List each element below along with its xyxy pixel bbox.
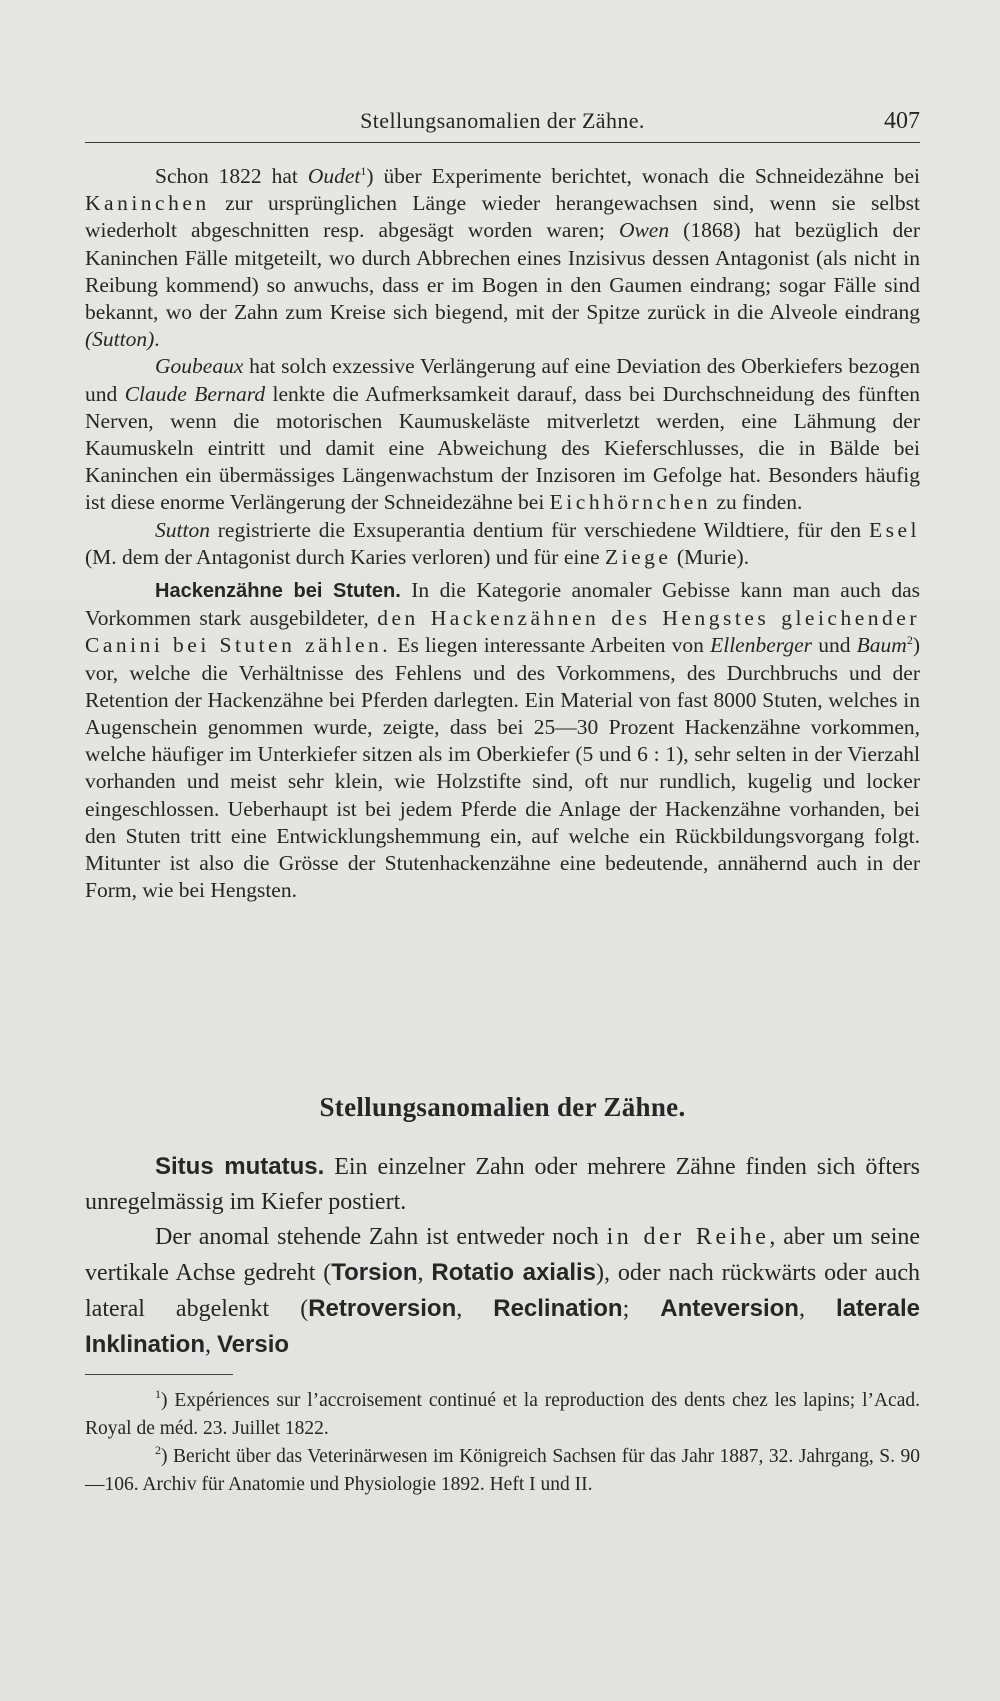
text-run: hat solch exzessive Verlängerung auf eine Deviation des Oberkiefers bezogen und (85, 354, 920, 406)
footnote-mark: 1 (155, 1387, 161, 1401)
spaced-term: Kaninchen (85, 191, 210, 216)
text-run: ; (622, 1296, 661, 1322)
spaced-term: Esel (868, 517, 920, 542)
spaced-term: den Hackenzähnen des Hengstes gleichender Canini bei Stuten zählen. (85, 606, 920, 658)
author-name: Sutton (155, 517, 210, 542)
footnote-ref: 2 (906, 633, 913, 648)
footnote-text: ) Bericht über das Veterinärwesen im Königreich Sachsen für das Jahr 1887, 32. Jahrgang, S. 90—106. Archiv für Anatomie und Physiologie 1892. Heft I und II. (85, 1446, 920, 1495)
author-name: Ellenberger (710, 633, 812, 658)
author-name: Baum (856, 633, 907, 658)
bold-term: Anteversion (660, 1295, 799, 1322)
bold-term: Rotatio axialis (431, 1259, 597, 1286)
footnote-ref: 1 (360, 164, 367, 178)
text-run: (1868) hat bezüglich der Kaninchen Fälle mitgeteilt, wo durch Abbrechen eines Inzisivus dessen Antagonist (als nicht in Reibung kommend) so anwuchs, dass er im Bogen in den Gaumen eindrang; sogar Fälle sind bekannt, wo der Zahn zum Kreise sich biegend, mit der Spitze zurück in die Alveole eindrang (85, 218, 920, 325)
bold-term: Retroversion (308, 1295, 457, 1322)
page-number: 407 (884, 108, 920, 134)
section-stellungsanomalien (85, 1090, 920, 1363)
text-run: Ein einzelner Zahn oder mehrere Zähne finden sich öfters unregelmässig im Kiefer postiert. (85, 1154, 920, 1215)
runin-heading: Hackenzähne bei Stuten. (155, 580, 401, 603)
spaced-term: Ziege (605, 544, 672, 569)
text-run: , aber um seine vertikale Achse gedreht ( (85, 1224, 921, 1286)
text-run: (M. dem der Antagonist durch Karies verloren) und für eine (85, 544, 606, 569)
text-run: zu finden. (711, 490, 803, 515)
page-header (85, 106, 920, 143)
bold-term: Reclination (493, 1295, 623, 1322)
text-run: , (456, 1296, 494, 1322)
paragraph-oudet (85, 163, 920, 353)
author-name: Oudet (307, 164, 361, 188)
text-run: , (798, 1296, 836, 1322)
paragraph-anomal-stehend (85, 1220, 920, 1363)
text-run: Schon 1822 hat (155, 164, 308, 188)
text-run: Der anomal stehende Zahn ist entweder noch (155, 1224, 607, 1250)
text-run: In die Kategorie anomaler Gebisse kann man auch das Vorkommen stark ausgebildeter, (85, 578, 920, 631)
runin-heading: Situs mutatus. (155, 1153, 325, 1180)
paragraph-goubeaux (85, 353, 920, 516)
spaced-term: Eichhörnchen (549, 490, 712, 515)
text-run: zur ursprünglichen Länge wieder herangewachsen sind, wenn sie selbst wiederholt abgeschnitten resp. abgesägt worden waren; (85, 191, 920, 243)
footnotes (85, 1387, 920, 1499)
footnote-1 (85, 1387, 920, 1443)
text-run: ), oder nach rückwärts oder auch lateral abgelenkt ( (85, 1260, 921, 1322)
bold-term: Versio (217, 1331, 290, 1358)
running-title: Stellungsanomalien der Zähne. (360, 108, 645, 133)
footnote-2 (85, 1443, 920, 1499)
main-text (85, 163, 920, 904)
text-run: ) über Experimente berichtet, wonach die Schneidezähne bei (366, 164, 920, 188)
author-name: Goubeaux (155, 354, 244, 379)
text-run: , (417, 1260, 432, 1286)
text-run: . (154, 327, 160, 352)
text-run: Es liegen interessante Arbeiten von (391, 633, 711, 658)
text-run: und (812, 633, 857, 658)
author-name: (Sutton) (85, 327, 155, 352)
footnote-mark: 2 (155, 1443, 161, 1457)
bold-term: laterale Inklination (85, 1295, 920, 1358)
paragraph-hackenzaehne (85, 577, 920, 904)
text-run: registrierte die Exsuperantia dentium für verschiedene Wildtiere, für den (209, 517, 869, 542)
text-run: (Murie). (671, 544, 750, 569)
footnote-text: ) Expériences sur l’accroisement continué et la reproduction des dents chez les lapins; l’Acad. Royal de méd. 23. Juillet 1822. (85, 1390, 920, 1439)
text-run: ) vor, welche die Verhältnisse des Fehlens und des Vorkommens, des Durchbruchs und der Retention der Hackenzähne bei Pferden darlegten. Ein Material von fast 8000 Stuten, welches in Augenschein genommen wurde, zeigte, dass bei 25—30 Prozent Hackenzähne vorkommen, welche häufiger im Unterkiefer sitzen als im Oberkiefer (5 und 6 : 1), sehr selten in der Vierzahl vorhanden und meist sehr klein, wie Holzstifte sind, oft nur rundlich, kugelig und locker eingeschlossen. Ueberhaupt ist bei jedem Pferde die Anlage der Hackenzähne vorhanden, bei den Stuten tritt eine Entwicklungshemmung ein, auf welche ein Rückbildungsvorgang folgt. Mitunter ist also die Grösse der Stutenhackenzähne eine bedeutende, annähernd auch in der Form, wie bei Hengsten. (85, 633, 920, 903)
author-name: Owen (618, 218, 670, 243)
bold-term: Torsion (331, 1259, 418, 1286)
text-run: , (205, 1332, 217, 1358)
author-name: Claude Bernard (124, 381, 266, 406)
text-run: lenkte die Aufmerksamkeit darauf, dass bei Durchschneidung des fünften Nerven, wenn die motorischen Kaumuskeläste mitverletzt werden, eine Lähmung der Kaumuskeln eintritt und damit eine Abweichung des Kieferschlusses, die in Bälde bei Kaninchen ein übermässiges Längenwachstum der Inzisoren im Gefolge hat. Besonders häufig ist diese enorme Verlängerung der Schneidezähne bei (85, 381, 921, 515)
spaced-term: in der Reihe (606, 1224, 770, 1250)
paragraph-situs-mutatus (85, 1149, 920, 1220)
paragraph-sutton (85, 517, 920, 571)
section-title: Stellungsanomalien der Zähne. (319, 1092, 686, 1122)
footnote-divider (85, 1374, 233, 1375)
